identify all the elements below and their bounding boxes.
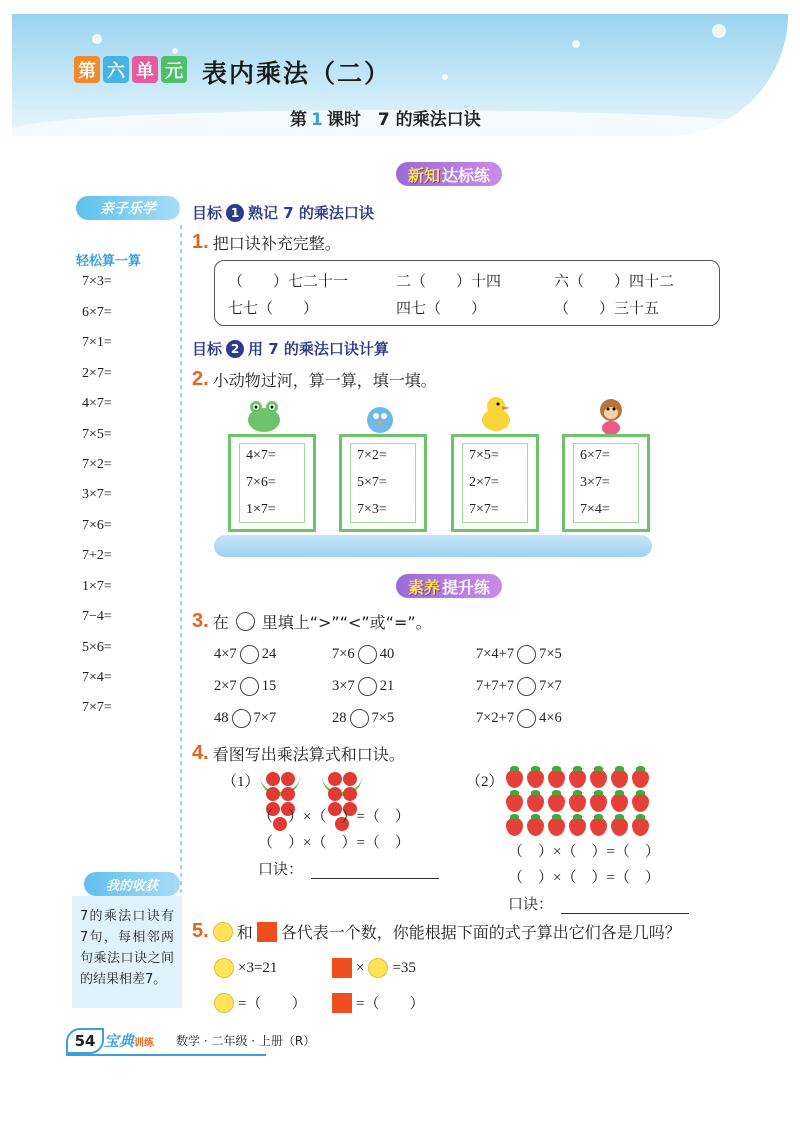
answer-line[interactable] xyxy=(311,878,439,879)
q2-item[interactable]: 7×4= xyxy=(580,502,610,517)
book-info: 数学 · 二年级 · 上册（R） xyxy=(176,1034,316,1048)
compare-circle[interactable] xyxy=(232,709,251,728)
compare-circle[interactable] xyxy=(517,677,536,696)
sidebar-item: 6×7= xyxy=(82,305,112,320)
q3-item: 28 7×5 xyxy=(332,710,395,726)
q1-blank[interactable]: 二（ ）十四 xyxy=(396,274,502,290)
q2-item[interactable]: 7×5= xyxy=(469,448,499,463)
q1-blank[interactable]: （ ）七二十一 xyxy=(228,274,349,290)
compare-circle[interactable] xyxy=(517,709,536,728)
q3-item: 7+7+7 7×7 xyxy=(476,678,562,694)
circle-icon xyxy=(236,612,255,631)
sidebar-item: 7×1= xyxy=(82,335,112,350)
compare-circle[interactable] xyxy=(240,645,259,664)
q3-item: 2×7 15 xyxy=(214,678,277,694)
q2-item[interactable]: 4×7= xyxy=(246,448,276,463)
sidebar-item: 7×4= xyxy=(82,670,112,685)
q2-item[interactable]: 7×2= xyxy=(357,448,387,463)
q1-blank[interactable]: 七七（ ） xyxy=(228,301,319,317)
q4-equation[interactable]: （ ）×（ ）=（ ） xyxy=(258,809,410,825)
q5-eq1: ×3=21 xyxy=(214,958,277,978)
sidebar-item: 7×5= xyxy=(82,427,112,442)
q3-item: 48 7×7 xyxy=(214,710,277,726)
question-2: 2. 小动物过河，算一算，填一填。 xyxy=(192,368,437,390)
section-tag-improve: 素养 提升练 xyxy=(396,574,502,598)
q2-item[interactable]: 2×7= xyxy=(469,475,499,490)
sidebar-item: 7×3= xyxy=(82,274,112,289)
q4-equation[interactable]: （ ）×（ ）=（ ） xyxy=(508,870,660,886)
red-square-icon xyxy=(332,958,352,978)
compare-circle[interactable] xyxy=(240,677,259,696)
q3-item: 7×2+7 4×6 xyxy=(476,710,562,726)
compare-circle[interactable] xyxy=(358,645,377,664)
q2-item[interactable]: 5×7= xyxy=(357,475,387,490)
lesson-title: 第 1 课时 7 的乘法口诀 xyxy=(290,110,481,130)
unit-char: 单 xyxy=(132,56,158,83)
unit-char: 元 xyxy=(161,56,187,83)
sidebar-divider xyxy=(180,225,182,1005)
compare-circle[interactable] xyxy=(358,677,377,696)
q4-koujue-label: 口诀： xyxy=(508,893,689,914)
q2-frame xyxy=(451,434,539,532)
sidebar-item: 7×6= xyxy=(82,518,112,533)
q2-frame xyxy=(228,434,316,532)
gain-header: 我的收获 xyxy=(84,872,180,896)
q2-item[interactable]: 3×7= xyxy=(580,475,610,490)
river xyxy=(214,535,652,557)
yellow-circle-icon xyxy=(214,993,234,1013)
q4-part-2-label: （2） xyxy=(466,774,504,790)
page-title: 表内乘法（二） xyxy=(202,59,392,88)
monkey-icon xyxy=(594,396,628,436)
q3-item: 3×7 21 xyxy=(332,678,395,694)
red-square-icon xyxy=(257,922,277,942)
question-4: 4. 看图写出乘法算式和口诀。 xyxy=(192,742,405,764)
sidebar-item: 2×7= xyxy=(82,366,112,381)
q1-blank[interactable]: 四七（ ） xyxy=(396,301,487,317)
section-tag-new: 新知 达标练 xyxy=(396,162,502,186)
sidebar-item: 5×6= xyxy=(82,640,112,655)
q2-item[interactable]: 7×6= xyxy=(246,475,276,490)
q1-blank[interactable]: （ ）三十五 xyxy=(554,301,660,317)
q5-ans2[interactable]: =（ ） xyxy=(332,992,424,1013)
sidebar-item: 3×7= xyxy=(82,487,112,502)
sidebar-header: 亲子乐学 xyxy=(76,196,180,220)
q2-item[interactable]: 1×7= xyxy=(246,502,276,517)
q1-blank[interactable]: 六（ ）四十二 xyxy=(554,274,675,290)
yellow-circle-icon xyxy=(368,958,388,978)
sidebar-subtitle: 轻松算一算 xyxy=(76,254,142,269)
duck-icon xyxy=(478,394,514,434)
question-3: 3. 在 里填上“>”“<”或“=”。 xyxy=(192,610,432,632)
yellow-circle-icon xyxy=(214,958,234,978)
q4-part-1-label: （1） xyxy=(222,774,260,790)
sidebar-item: 7+2= xyxy=(82,548,112,563)
unit-char: 六 xyxy=(103,56,129,83)
q2-frame xyxy=(339,434,427,532)
apple-plate-icon xyxy=(322,770,362,796)
q5-eq2: × =35 xyxy=(332,958,416,978)
compare-circle[interactable] xyxy=(350,709,369,728)
yellow-circle-icon xyxy=(213,922,233,942)
question-5: 5. 和 各代表一个数，你能根据下面的式子算出它们各是几吗？ xyxy=(192,920,681,942)
q3-item: 7×6 40 xyxy=(332,646,395,662)
goal-2: 目标 2 用 7 的乘法口诀计算 xyxy=(192,340,389,358)
apple-plates xyxy=(260,770,362,796)
apple-plate-icon xyxy=(260,770,300,796)
bird-icon xyxy=(364,400,396,436)
footer-rule xyxy=(66,1054,266,1056)
brand-logo: 宝典训练 xyxy=(104,1032,155,1050)
sidebar-item: 7−4= xyxy=(82,609,112,624)
frog-icon xyxy=(244,396,284,434)
sidebar-item: 7×7= xyxy=(82,700,112,715)
sidebar-item: 1×7= xyxy=(82,579,112,594)
q4-equation[interactable]: （ ）×（ ）=（ ） xyxy=(508,844,660,860)
unit-char: 第 xyxy=(74,56,100,83)
answer-line[interactable] xyxy=(561,913,689,914)
question-1: 1. 把口诀补充完整。 xyxy=(192,231,341,253)
gain-note: 7的乘法口诀有7句，每相邻两句乘法口诀之间的结果相差7。 xyxy=(72,896,182,1008)
sidebar-item: 7×2= xyxy=(82,457,112,472)
q3-item: 7×4+7 7×5 xyxy=(476,646,562,662)
q4-koujue-label: 口诀： xyxy=(258,858,439,879)
strawberry-grid xyxy=(506,770,649,836)
q5-ans1[interactable]: =（ ） xyxy=(214,992,306,1013)
page-number: 54 xyxy=(66,1028,104,1054)
q4-equation[interactable]: （ ）×（ ）=（ ） xyxy=(258,835,410,851)
compare-circle[interactable] xyxy=(517,645,536,664)
q2-item[interactable]: 7×7= xyxy=(469,502,499,517)
sidebar-item: 4×7= xyxy=(82,396,112,411)
q3-item: 4×7 24 xyxy=(214,646,277,662)
unit-tag xyxy=(74,56,187,83)
q2-item[interactable]: 7×3= xyxy=(357,502,387,517)
red-square-icon xyxy=(332,993,352,1013)
q2-item[interactable]: 6×7= xyxy=(580,448,610,463)
goal-1: 目标 1 熟记 7 的乘法口诀 xyxy=(192,204,374,222)
q2-frame xyxy=(562,434,650,532)
